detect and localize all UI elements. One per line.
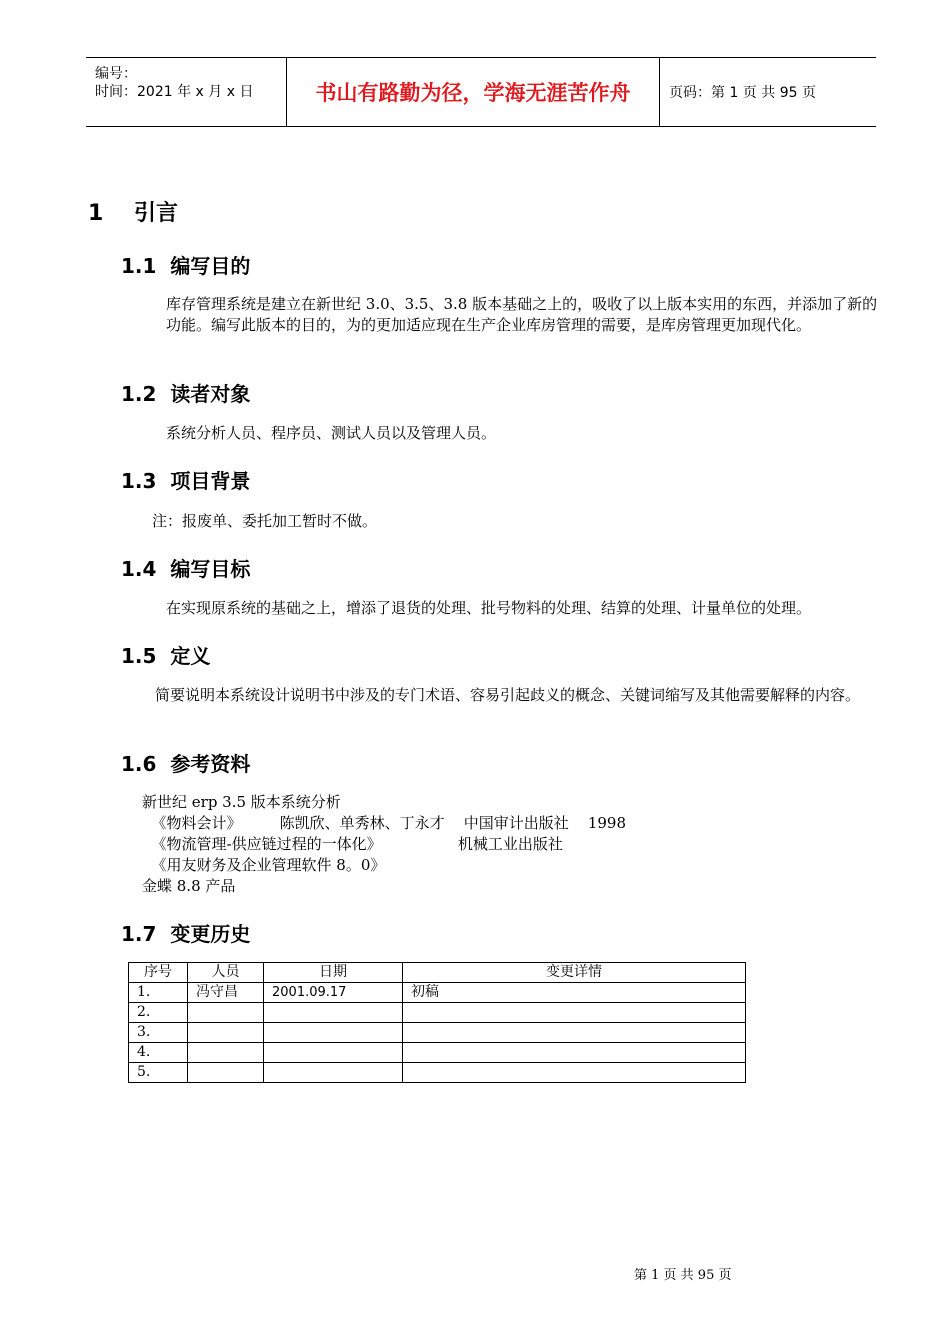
section-heading-1-4 xyxy=(121,553,250,582)
table-row xyxy=(129,1043,746,1063)
section-heading-1-1 xyxy=(121,250,250,279)
table-cell xyxy=(188,1063,264,1083)
section-title: 编写目的 xyxy=(170,254,251,278)
reference-item: 《物料会计》 陈凯欣、单秀林、丁永才 中国审计出版社 1998 xyxy=(142,814,627,832)
header-page-label: 页码：第 1 页 共 95 页 xyxy=(669,85,816,101)
table-cell xyxy=(403,1063,746,1083)
table-cell xyxy=(403,1043,746,1063)
table-cell xyxy=(403,1023,746,1043)
section-body: 简要说明本系统设计说明书中涉及的专门术语、容易引起歧义的概念、关键词缩写及其他需要解释的内容。 xyxy=(155,686,861,704)
section-title: 项目背景 xyxy=(170,469,251,493)
section-number: 1.2 xyxy=(121,382,157,406)
section-title: 读者对象 xyxy=(170,382,251,406)
code-label: 编号： xyxy=(95,66,137,82)
table-cell: 3. xyxy=(129,1023,188,1043)
table-cell: 1. xyxy=(129,983,188,1003)
section-title: 定义 xyxy=(170,644,211,668)
section-body: 注：报废单、委托加工暂时不做。 xyxy=(152,512,378,530)
section-number: 1.7 xyxy=(121,922,157,946)
section-title: 变更历史 xyxy=(170,922,251,946)
change-history-table xyxy=(128,962,746,1083)
column-header: 序号 xyxy=(129,963,188,983)
section-title: 编写目标 xyxy=(170,557,251,581)
table-row xyxy=(129,1003,746,1023)
table-cell: 2. xyxy=(129,1003,188,1023)
table-cell: 2001.09.17 xyxy=(264,983,403,1003)
table-cell xyxy=(264,1063,403,1083)
reference-item: 新世纪 erp 3.5 版本系统分析 xyxy=(142,793,341,811)
section-number: 1.3 xyxy=(121,469,157,493)
column-header: 人员 xyxy=(188,963,264,983)
table-cell xyxy=(188,1003,264,1023)
section-number: 1.5 xyxy=(121,644,157,668)
page-header xyxy=(86,57,876,127)
section-number: 1.6 xyxy=(121,752,157,776)
section-title: 引言 xyxy=(133,201,178,226)
section-body: 在实现原系统的基础之上，增添了退货的处理、批号物料的处理、结算的处理、计量单位的处理。 xyxy=(166,599,812,617)
table-header-row xyxy=(129,963,746,983)
time-label: 时间：2021 年 x 月 x 日 xyxy=(95,84,254,100)
section-number: 1.4 xyxy=(121,557,157,581)
section-body: 库存管理系统是建立在新世纪 3.0、3.5、3.8 版本基础之上的，吸收了以上版本实用的东西，并添加了新的功能。编写此版本的目的，为的更加适应现在生产企业库房管理的需要，是库房管理更加现代化。 xyxy=(166,295,878,334)
table-cell: 5. xyxy=(129,1063,188,1083)
column-header: 日期 xyxy=(264,963,403,983)
table-cell: 冯守昌 xyxy=(188,983,264,1003)
table-cell xyxy=(264,1003,403,1023)
table-cell xyxy=(188,1043,264,1063)
column-header: 变更详情 xyxy=(403,963,746,983)
header-motto: 书山有路勤为径，学海无涯苦作舟 xyxy=(287,58,660,126)
page-footer: 第 1 页 共 95 页 xyxy=(634,1268,732,1283)
table-cell: 初稿 xyxy=(403,983,746,1003)
section-heading-1-5 xyxy=(121,640,210,669)
table-cell xyxy=(264,1043,403,1063)
section-number: 1 xyxy=(88,201,104,226)
table-row xyxy=(129,983,746,1003)
section-heading-1-7 xyxy=(121,918,250,947)
section-heading-1 xyxy=(88,196,178,227)
section-heading-1-2 xyxy=(121,378,250,407)
section-heading-1-3 xyxy=(121,465,250,494)
table-row xyxy=(129,1023,746,1043)
reference-item: 《物流管理-供应链过程的一体化》 机械工业出版社 xyxy=(142,835,563,853)
reference-item: 《用友财务及企业管理软件 8。0》 xyxy=(142,856,386,874)
header-meta xyxy=(86,58,287,126)
table-cell xyxy=(188,1023,264,1043)
section-heading-1-6 xyxy=(121,748,250,777)
section-body: 系统分析人员、程序员、测试人员以及管理人员。 xyxy=(166,424,497,442)
table-row xyxy=(129,1063,746,1083)
table-cell: 4. xyxy=(129,1043,188,1063)
reference-list xyxy=(142,792,626,897)
section-number: 1.1 xyxy=(121,254,157,278)
table-cell xyxy=(264,1023,403,1043)
reference-item: 金蝶 8.8 产品 xyxy=(142,877,236,895)
section-title: 参考资料 xyxy=(170,752,251,776)
table-cell xyxy=(403,1003,746,1023)
